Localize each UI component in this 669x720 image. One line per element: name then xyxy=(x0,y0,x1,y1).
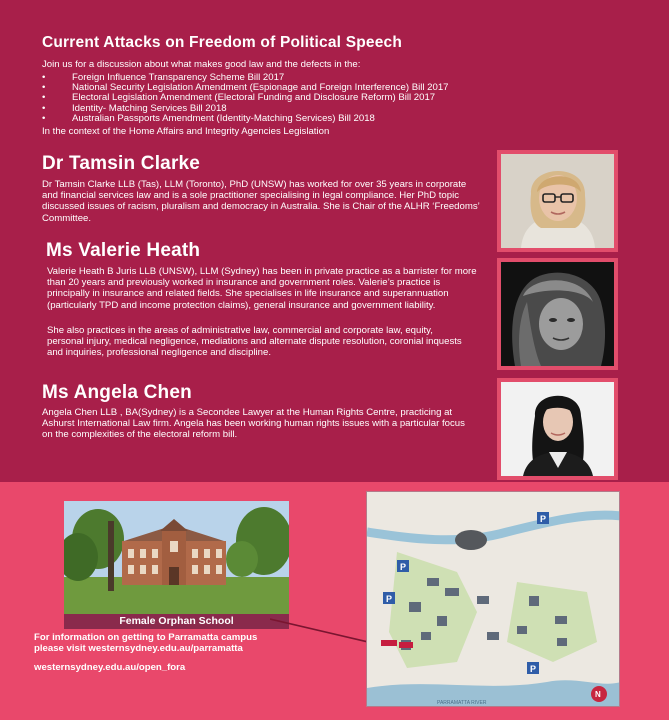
speaker-bio-chen: Angela Chen LLB , BA(Sydney) is a Secondee Lawyer at the Human Rights Centre, practicing at Ashurst International Law firm. Angela has been working human rights issues with a particular focus on the complexities of the electoral reform bill. xyxy=(42,407,465,441)
school-photo xyxy=(64,501,289,614)
speaker-name-chen: Ms Angela Chen xyxy=(42,382,192,403)
bill-item: • Electoral Legislation Amendment (Electoral Funding and Disclosure Reform) Bill 2017 xyxy=(42,93,449,103)
speaker-photo-heath xyxy=(497,258,618,370)
speaker-name-clarke: Dr Tamsin Clarke xyxy=(42,153,201,174)
open-fora-link[interactable]: westernsydney.edu.au/open_fora xyxy=(34,662,186,673)
page-title: Current Attacks on Freedom of Political Speech xyxy=(42,34,403,51)
bill-item: • Identity- Matching Services Bill 2018 xyxy=(42,104,449,114)
context-text: In the context of the Home Affairs and Integrity Agencies Legislation xyxy=(42,126,330,137)
bill-list xyxy=(42,73,449,124)
svg-text:P: P xyxy=(386,594,393,604)
speaker-name-heath: Ms Valerie Heath xyxy=(46,240,201,261)
intro-text: Join us for a discussion about what makes good law and the defects in the: xyxy=(42,59,361,70)
svg-text:PARRAMATTA RIVER: PARRAMATTA RIVER xyxy=(437,700,487,706)
speaker-photo-clarke xyxy=(497,150,618,252)
bill-item: • Australian Passports Amendment (Identity-Matching Services) Bill 2018 xyxy=(42,114,449,124)
svg-text:N: N xyxy=(595,690,601,699)
campus-map xyxy=(366,491,620,707)
venue-info-line1: For information on getting to Parramatta campus xyxy=(34,632,258,643)
speaker-bio-clarke: Dr Tamsin Clarke LLB (Tas), LLM (Toronto), PhD (UNSW) has worked for over 35 years in corporate and financial services law and is a sole practitioner specialising in legal compliance. Her PhD topic discussed issues of racism, pluralism and democracy in Australia. She is Chair of the ALHR ‘Freedoms’ Committee. xyxy=(42,179,480,224)
speaker-bio-heath-2: She also practices in the areas of administrative law, commercial and corporate law, equity, personal injury, medical negligence, mediations and alternate dispute resolution, coronial inquests and inquiries, professional negligence and discipline. xyxy=(47,325,462,359)
venue-info-line2: please visit westernsydney.edu.au/parramatta xyxy=(34,643,243,654)
speaker-bio-heath: Valerie Heath B Juris LLB (UNSW), LLM (Sydney) has been in private practice as a barrister for more than 20 years and previously worked in insurance and government roles. Valerie’s practice is principally in insurance and related fields. She specialises in life insurance and superannuation (particularly TPD and income protection claims), general insurance and government liability. xyxy=(47,266,477,311)
bill-item: • Foreign Influence Transparency Scheme Bill 2017 xyxy=(42,73,449,83)
school-caption: Female Orphan School xyxy=(64,614,289,629)
svg-text:P: P xyxy=(540,514,547,524)
speaker-photo-chen xyxy=(497,378,618,480)
venue-info xyxy=(34,632,257,654)
svg-text:P: P xyxy=(530,664,537,674)
bill-item: • National Security Legislation Amendment (Espionage and Foreign Interference) Bill 2017 xyxy=(42,83,449,93)
svg-text:P: P xyxy=(400,562,407,572)
